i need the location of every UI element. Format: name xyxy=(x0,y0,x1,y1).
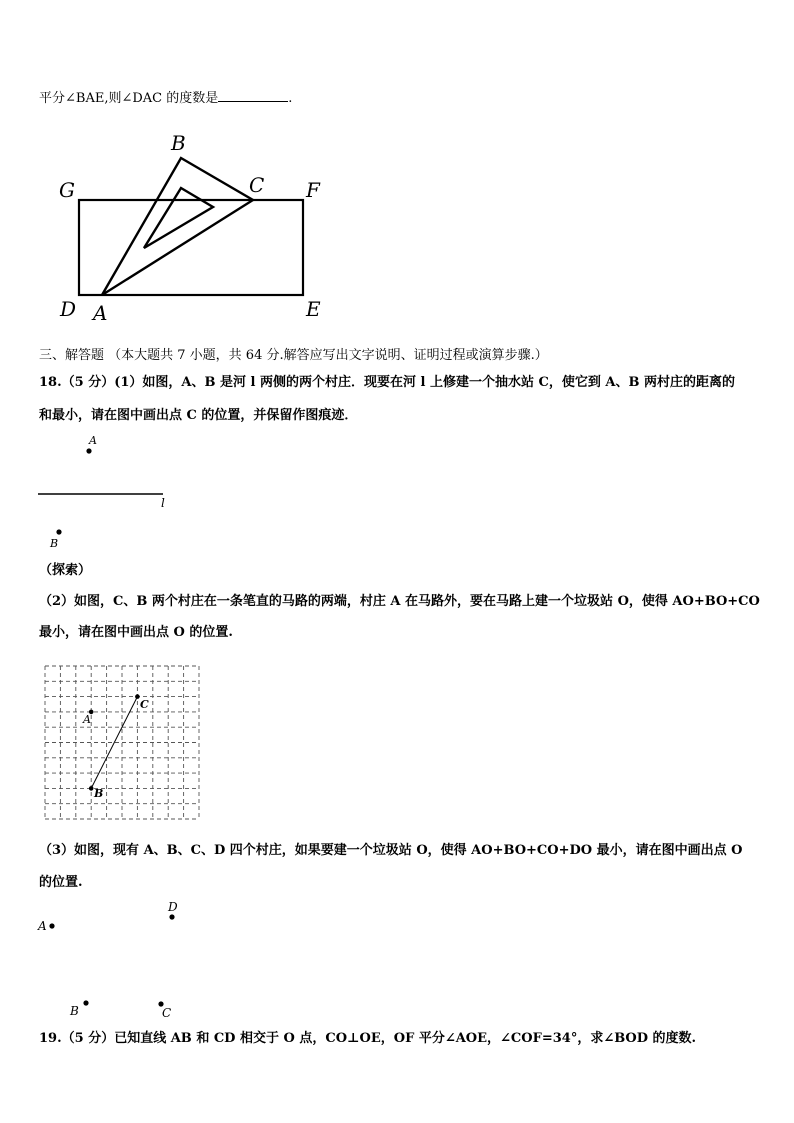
triangle-outer xyxy=(102,158,253,295)
label-A: A xyxy=(38,919,47,933)
q17-period: . xyxy=(288,91,293,106)
label-l: l xyxy=(161,496,165,510)
section-title: 三、解答题 （本大题共 7 小题，共 64 分.解答应写出文字说明、证明过程或演算步骤.） xyxy=(39,348,548,363)
q18-line2: 和最小，请在图中画出点 C 的位置，并保留作图痕迹． xyxy=(39,408,358,423)
point-C xyxy=(135,694,140,699)
label-G: G xyxy=(59,178,75,202)
point-A xyxy=(49,923,54,928)
point-B xyxy=(83,1000,88,1005)
point-B xyxy=(56,529,61,534)
q18-part2-line1: （2）如图，C、B 两个村庄在一条笔直的马路的两端，村庄 A 在马路外，要在马路上建一个垃圾站 O，使得 AO+BO+CO xyxy=(39,594,760,609)
label-D: D xyxy=(60,297,77,321)
point-B xyxy=(89,786,94,791)
point-A xyxy=(86,448,91,453)
label-D: D xyxy=(168,900,178,914)
label-C: C xyxy=(162,1006,172,1020)
label-B: B xyxy=(50,537,59,550)
q18-part2-line2: 最小，请在图中画出点 O 的位置. xyxy=(39,625,233,640)
explore-label: （探索） xyxy=(39,563,92,578)
q18-line1: 18.（5 分）(1）如图，A、B 是河 l 两侧的两个村庄．现要在河 l 上修建一个抽水站 C，使它到 A、B 两村庄的距离的 xyxy=(39,375,735,390)
triangle-inner xyxy=(144,188,213,248)
q18-part3-line2: 的位置. xyxy=(39,875,83,890)
label-C: C xyxy=(140,698,149,711)
q17-figure xyxy=(50,130,340,330)
label-C: C xyxy=(249,173,265,197)
label-A: A xyxy=(83,713,91,726)
q18-fig2-grid xyxy=(44,665,204,820)
label-A: A xyxy=(89,434,97,447)
label-B: B xyxy=(70,1004,79,1018)
q18-part3-line1: （3）如图，现有 A、B、C、D 四个村庄，如果要建一个垃圾站 O，使得 AO+BO+CO+DO 最小，请在图中画出点 O xyxy=(39,843,743,858)
label-B: B xyxy=(171,131,186,155)
grid-lines xyxy=(45,666,199,819)
q18-fig1 xyxy=(36,432,176,552)
label-A: A xyxy=(93,301,108,325)
label-B: B xyxy=(94,787,104,800)
q17-text-line xyxy=(39,89,292,107)
q19-text: 19.（5 分）已知直线 AB 和 CD 相交于 O 点，CO⊥OE，OF 平分∠AOE，∠COF=34°，求∠BOD 的度数. xyxy=(39,1031,697,1046)
label-F: F xyxy=(306,178,320,202)
q17-text: 平分∠BAE,则∠DAC 的度数是 xyxy=(39,91,219,106)
q18-fig3 xyxy=(36,895,196,1025)
point-D xyxy=(169,914,174,919)
answer-blank xyxy=(218,89,288,102)
rectangle-gfed xyxy=(79,200,303,295)
label-E: E xyxy=(306,297,321,321)
